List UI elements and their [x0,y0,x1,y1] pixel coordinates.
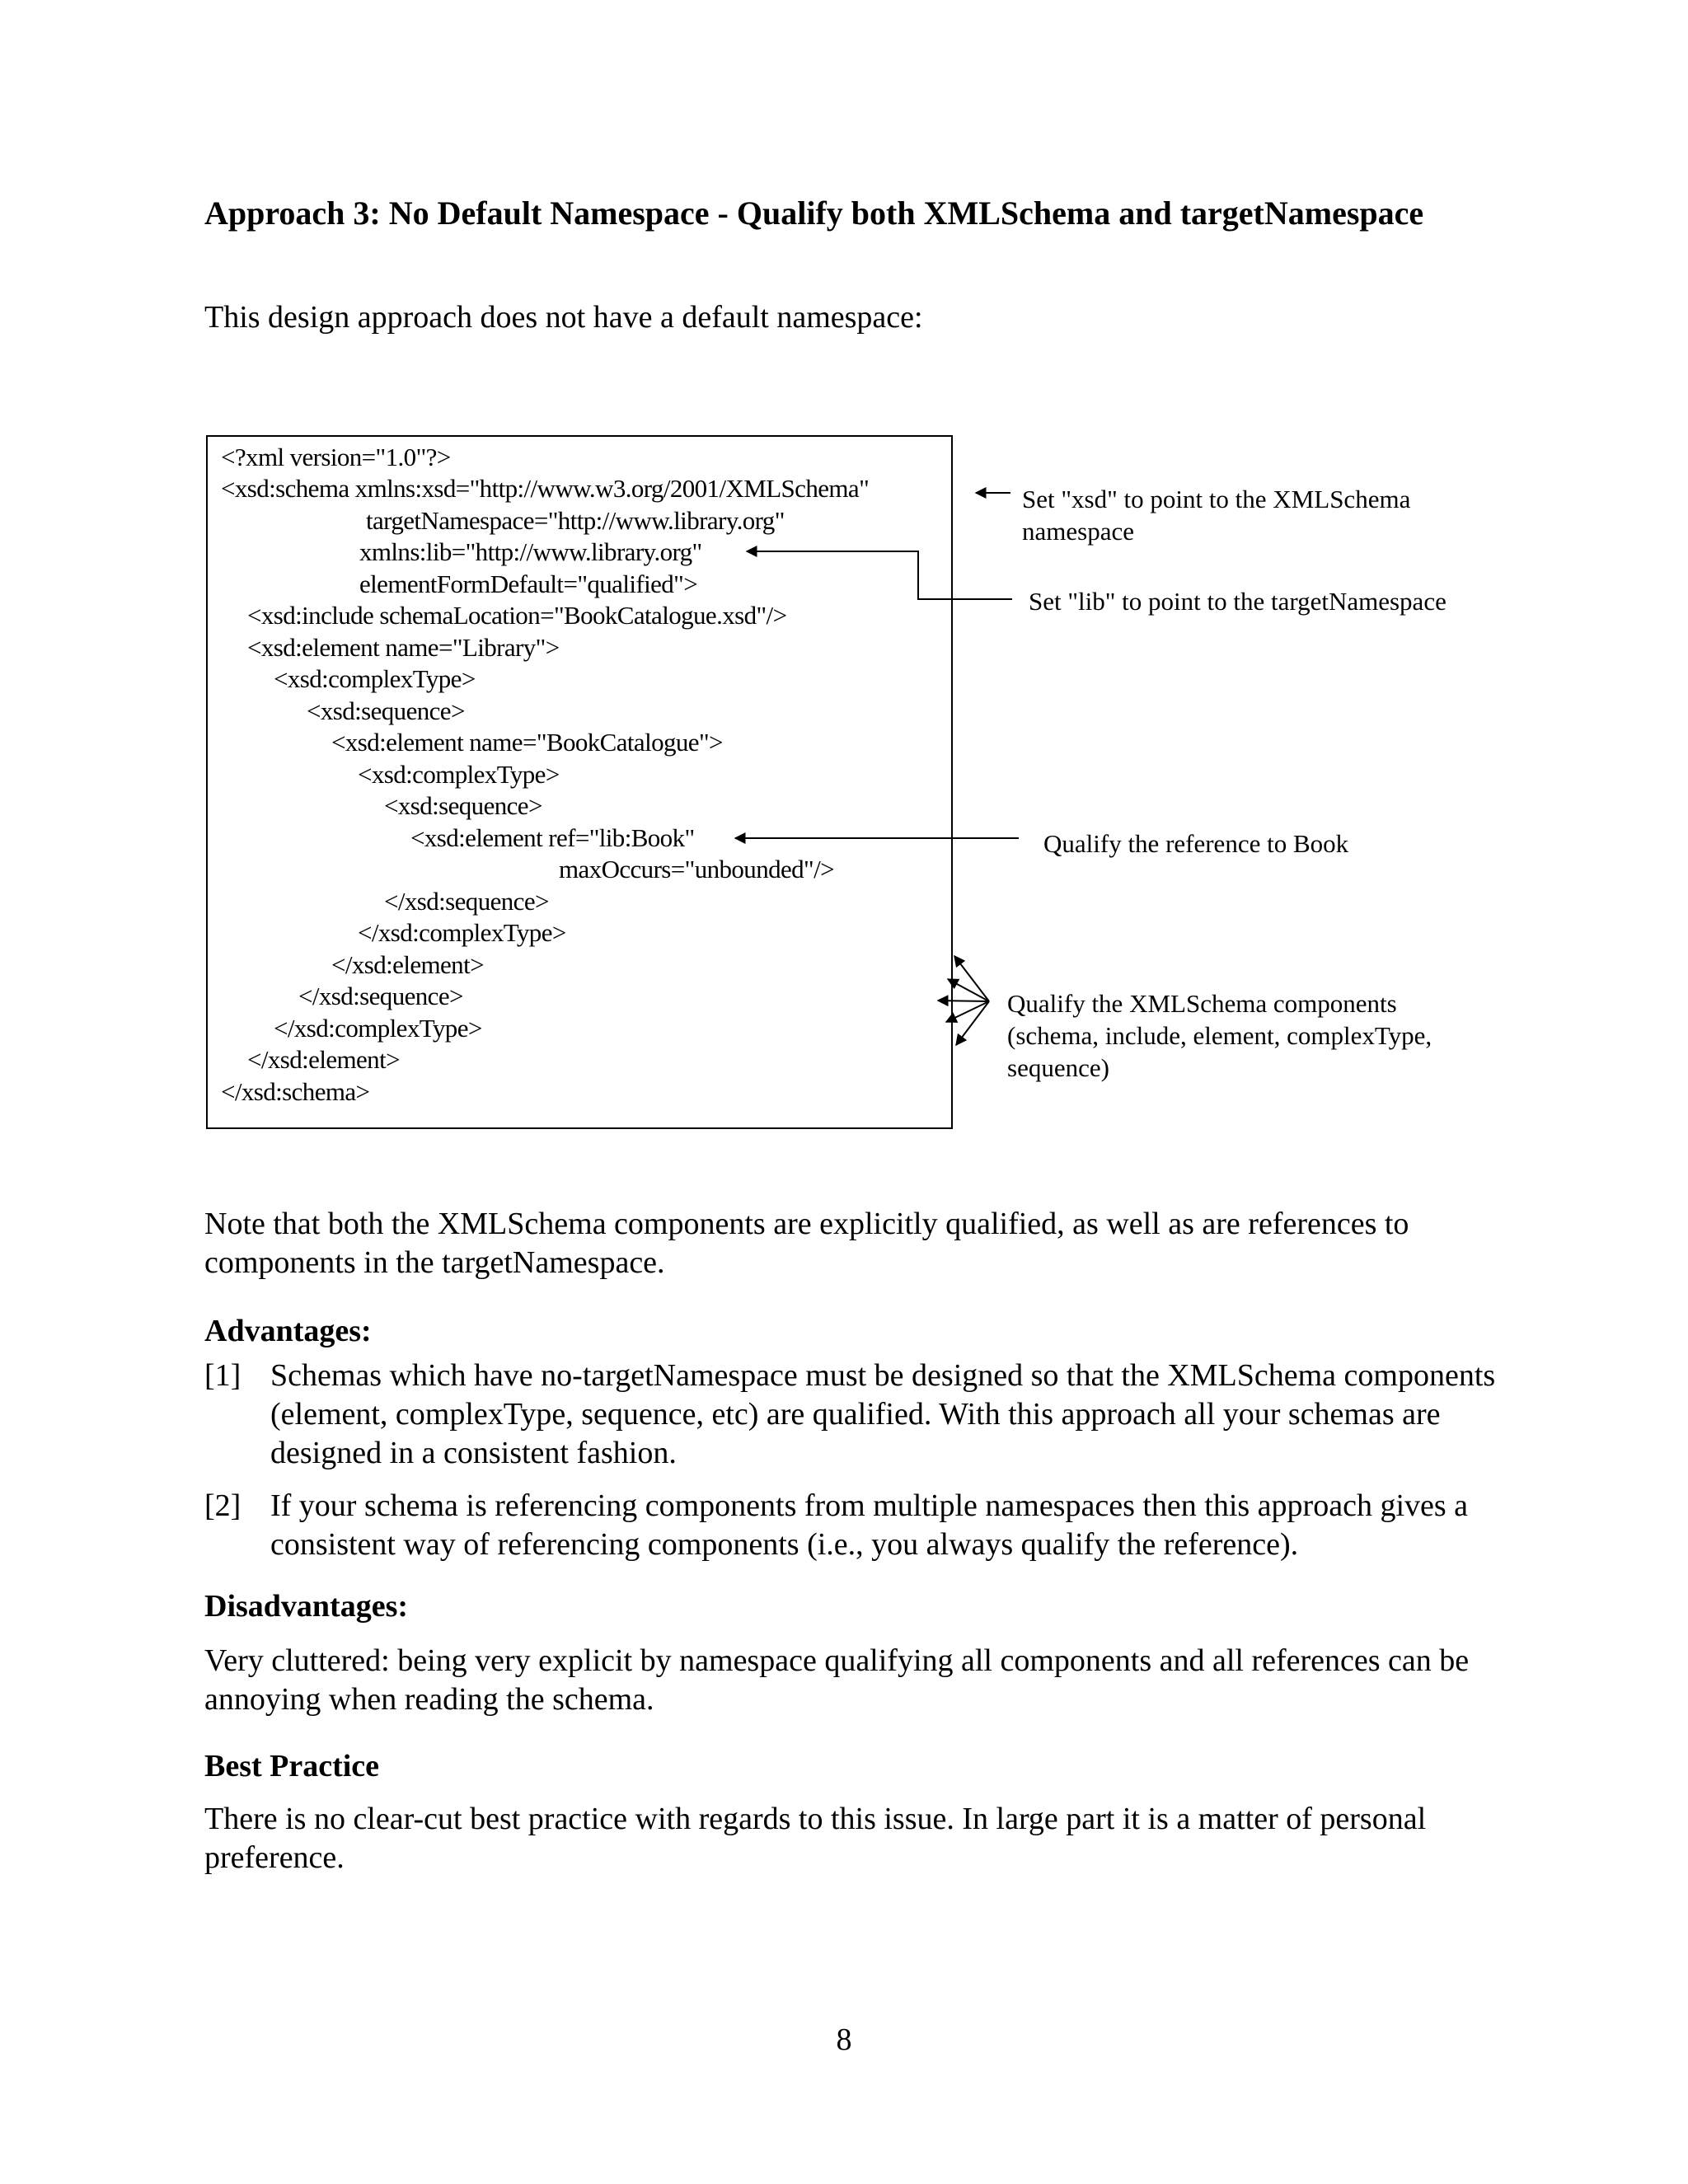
code-line: <xsd:sequence> [307,696,465,725]
advantage-item [204,1357,1496,1472]
code-line: <xsd:element name="Library"> [247,633,560,662]
code-line: <xsd:complexType> [358,760,560,789]
advantage-text: Schemas which have no-targetNamespace must be designed so that the XMLSchema components (element, complexType, sequence, etc) are qualified. With this approach all your schemas are designed in a consistent fashion. [270,1358,1496,1470]
advantage-number: [1] [204,1358,241,1393]
note-paragraph: Note that both the XMLSchema components are explicitly qualified, as well as are references to components in the targetNamespace. [204,1207,1409,1280]
disadvantages-heading: Disadvantages: [204,1589,409,1624]
advantages-heading: Advantages: [204,1314,372,1348]
code-line: elementFormDefault="qualified"> [359,569,698,598]
code-line: </xsd:sequence> [298,982,463,1010]
advantage-number: [2] [204,1488,241,1523]
annotation-book: Qualify the reference to Book [1043,829,1349,858]
code-line: <xsd:schema xmlns:xsd="http://www.w3.org/2001/XMLSchema" [221,474,870,503]
code-line: targetNamespace="http://www.library.org" [366,506,785,535]
lib-arrow [747,551,1012,599]
section-heading: Approach 3: No Default Namespace - Qualify both XMLSchema and targetNamespace [204,194,1424,232]
code-line: </xsd:complexType> [358,918,566,947]
code-line: maxOccurs="unbounded"/> [559,855,835,883]
code-line: </xsd:sequence> [384,887,549,916]
advantage-text: If your schema is referencing components from multiple namespaces then this approach gives a consistent way of referencing components (i.e., you always qualify the reference). [270,1488,1469,1562]
intro-paragraph: This design approach does not have a default namespace: [204,300,923,335]
best-practice-heading: Best Practice [204,1749,380,1783]
code-line: </xsd:element> [331,950,484,979]
advantage-item [204,1487,1490,1564]
code-line: </xsd:complexType> [274,1014,482,1043]
code-line: </xsd:element> [247,1045,400,1074]
components-arrow [946,1001,989,1022]
code-line: <xsd:element name="BookCatalogue"> [331,728,723,757]
best-practice-text: There is no clear-cut best practice with regards to this issue. In large part it is a matter of personal preference. [204,1802,1427,1875]
components-arrow [954,956,989,1001]
annotation-components: Qualify the XMLSchema components (schema, include, element, complexType, sequence) [1007,989,1432,1082]
code-line: <xsd:include schemaLocation="BookCatalogue.xsd"/> [247,601,787,630]
code-line: <xsd:element ref="lib:Book" [410,823,695,852]
code-line: <?xml version="1.0"?> [221,443,451,471]
components-arrow [956,1001,989,1045]
disadvantages-text: Very cluttered: being very explicit by namespace qualifying all components and all references can be annoying when reading the schema. [204,1643,1470,1717]
code-line: </xsd:schema> [221,1077,370,1106]
code-line: xmlns:lib="http://www.library.org" [359,537,702,566]
annotation-lib: Set "lib" to point to the targetNamespace [1029,587,1447,616]
code-line: <xsd:complexType> [274,664,476,693]
page-number: 8 [836,2022,852,2057]
annotation-xsd: Set "xsd" to point to the XMLSchema namespace [1022,485,1411,546]
code-line: <xsd:sequence> [384,791,542,820]
components-arrow [948,979,989,1001]
